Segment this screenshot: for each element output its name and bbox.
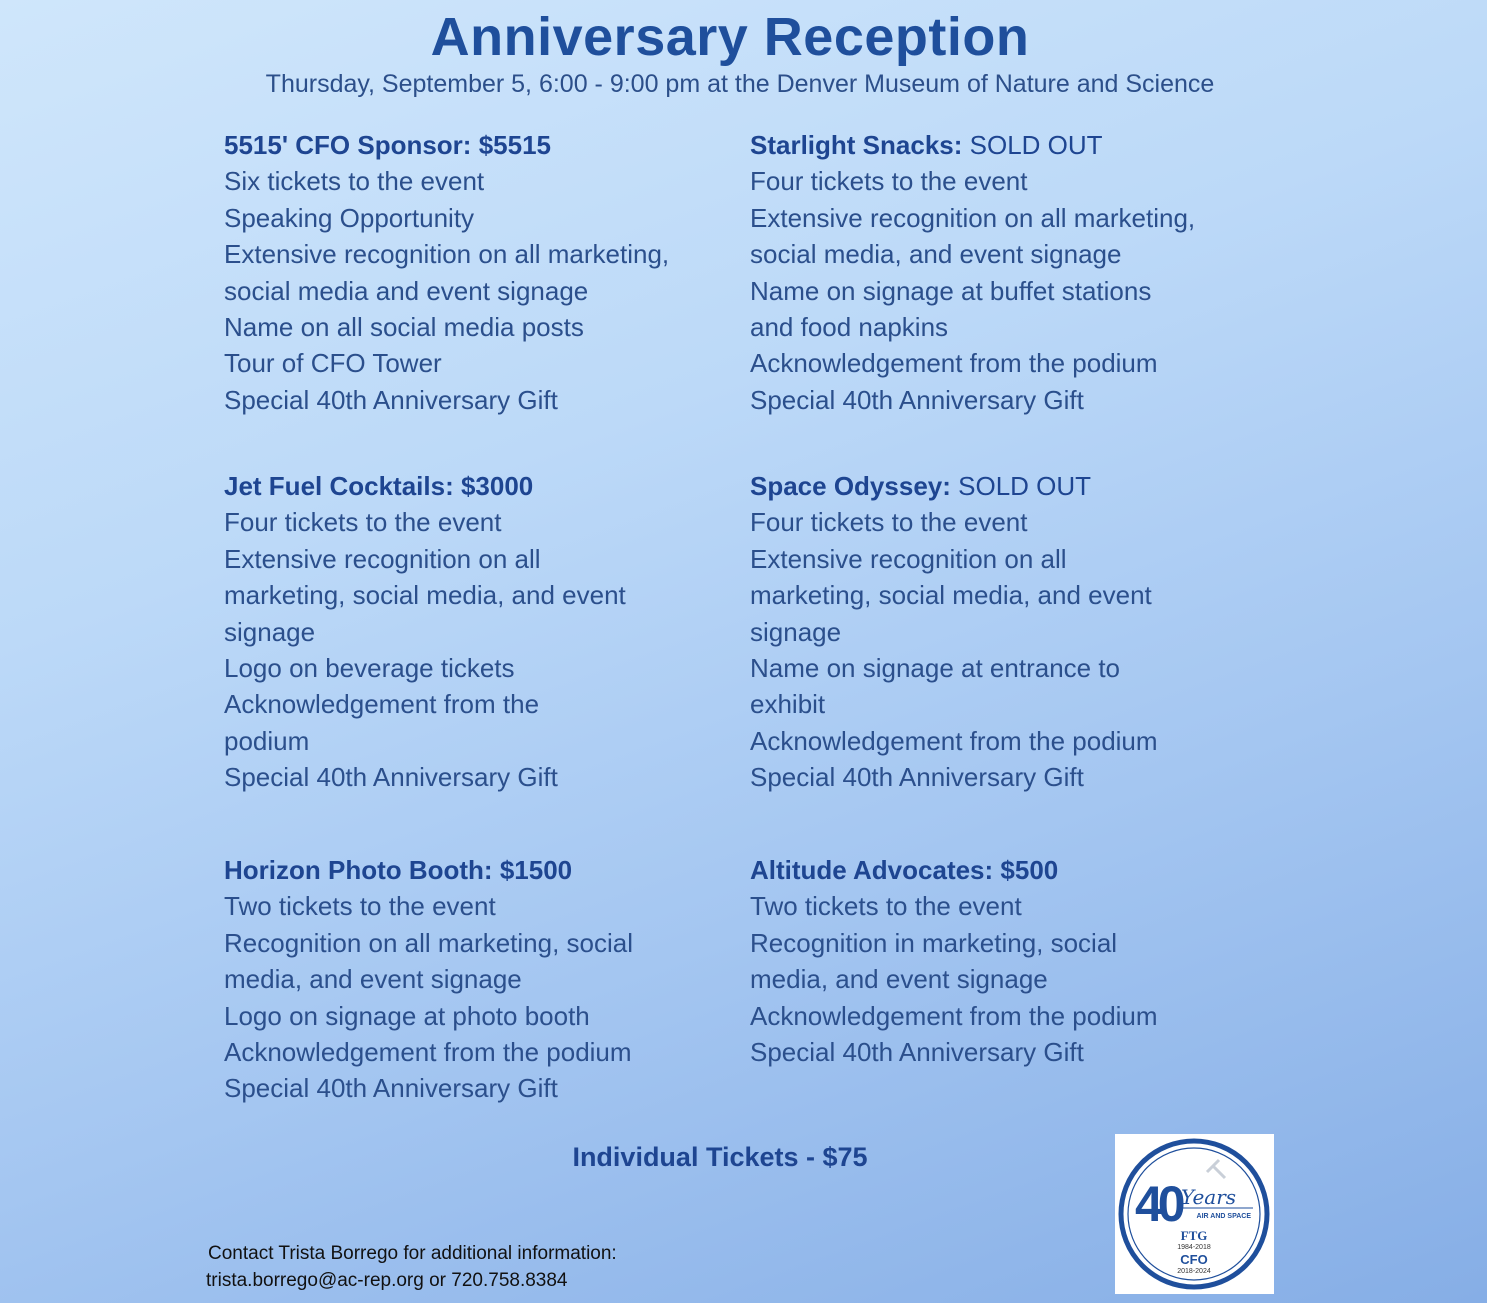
logo-years-ftg: 1984-2018 xyxy=(1177,1244,1211,1251)
benefit-item: Recognition on all marketing, social xyxy=(224,927,633,958)
contact-line: Contact Trista Borrego for additional information: xyxy=(208,1243,617,1264)
logo-script: Years xyxy=(1181,1185,1237,1209)
benefit-item: Six tickets to the event xyxy=(224,166,485,197)
page-title: Anniversary Reception xyxy=(430,7,1030,67)
benefit-item: Special 40th Anniversary Gift xyxy=(750,762,1084,793)
contact-info xyxy=(206,1240,617,1294)
tier-space-odyssey xyxy=(750,468,1270,796)
benefit-item: exhibit xyxy=(750,689,826,720)
benefit-item: Special 40th Anniversary Gift xyxy=(224,1073,558,1104)
tier-jet-fuel-cocktails xyxy=(224,468,744,796)
benefit-item: social media and event signage xyxy=(224,275,589,306)
benefit-item: media, and event signage xyxy=(224,964,522,995)
tier-heading: Starlight Snacks: SOLD OUT xyxy=(750,130,1103,160)
logo-org-cfo: CFO xyxy=(1180,1252,1208,1267)
tier-heading: Jet Fuel Cocktails: $3000 xyxy=(224,471,534,501)
benefit-item: Special 40th Anniversary Gift xyxy=(224,384,558,415)
logo-number: 40 xyxy=(1135,1176,1181,1232)
benefit-item: and food napkins xyxy=(750,312,949,343)
tier-heading: 5515' CFO Sponsor: $5515 xyxy=(224,130,552,160)
tier-starlight-snacks xyxy=(750,127,1270,418)
benefit-item: Extensive recognition on all marketing, xyxy=(224,239,670,270)
benefit-item: Name on signage at entrance to xyxy=(750,653,1121,684)
logo-emblem-icon xyxy=(1115,1134,1274,1294)
tier-altitude-advocates xyxy=(750,852,1270,1070)
benefit-item: Acknowledgement from the podium xyxy=(750,1000,1158,1031)
benefit-item: Acknowledgement from the podium xyxy=(750,725,1158,756)
benefit-item: signage xyxy=(750,616,842,647)
logo-tagline: AIR AND SPACE xyxy=(1196,1213,1251,1220)
benefit-item: Two tickets to the event xyxy=(750,891,1022,922)
benefit-item: Special 40th Anniversary Gift xyxy=(750,1037,1084,1068)
benefit-item: Speaking Opportunity xyxy=(224,202,475,233)
benefit-item: Four tickets to the event xyxy=(224,507,502,538)
benefit-item: Special 40th Anniversary Gift xyxy=(750,384,1084,415)
benefit-item: Acknowledgement from the podium xyxy=(224,1037,632,1068)
tier-heading: Space Odyssey: SOLD OUT xyxy=(750,471,1092,501)
benefit-item: media, and event signage xyxy=(750,964,1048,995)
contact-email-phone[interactable]: trista.borrego@ac-rep.org or 720.758.8384 xyxy=(206,1270,568,1291)
benefit-item: social media, and event signage xyxy=(750,239,1122,270)
benefit-item: Acknowledgement from the podium xyxy=(750,348,1158,379)
anniversary-logo xyxy=(1115,1134,1274,1294)
tier-cfo-sponsor xyxy=(224,127,744,418)
benefit-item: Logo on signage at photo booth xyxy=(224,1000,590,1031)
benefit-item: Recognition in marketing, social xyxy=(750,927,1118,958)
benefit-item: Tour of CFO Tower xyxy=(224,348,442,379)
benefit-item: Extensive recognition on all marketing, xyxy=(750,202,1196,233)
benefit-item: Name on all social media posts xyxy=(224,312,584,343)
benefit-item: marketing, social media, and event xyxy=(750,580,1152,611)
benefit-item: Name on signage at buffet stations xyxy=(750,275,1152,306)
benefit-item: marketing, social media, and event xyxy=(224,580,626,611)
benefit-item: Two tickets to the event xyxy=(224,891,496,922)
benefit-item: Extensive recognition on all xyxy=(750,543,1067,574)
tier-heading: Horizon Photo Booth: $1500 xyxy=(224,855,573,885)
tier-heading: Altitude Advocates: $500 xyxy=(750,855,1059,885)
benefit-item: signage xyxy=(224,616,316,647)
benefit-item: podium xyxy=(224,725,310,756)
logo-org-ftg: FTG xyxy=(1180,1228,1208,1243)
benefit-item: Special 40th Anniversary Gift xyxy=(224,762,558,793)
tier-horizon-photo-booth xyxy=(224,852,744,1107)
benefit-item: Four tickets to the event xyxy=(750,166,1028,197)
benefit-item: Acknowledgement from the xyxy=(224,689,540,720)
benefit-item: Four tickets to the event xyxy=(750,507,1028,538)
benefit-item: Logo on beverage tickets xyxy=(224,653,515,684)
event-details: Thursday, September 5, 6:00 - 9:00 pm at the Denver Museum of Nature and Science xyxy=(265,70,1215,98)
individual-tickets-price: Individual Tickets - $75 xyxy=(572,1142,868,1172)
benefit-item: Extensive recognition on all xyxy=(224,543,541,574)
logo-years-cfo: 2018-2024 xyxy=(1177,1268,1211,1275)
